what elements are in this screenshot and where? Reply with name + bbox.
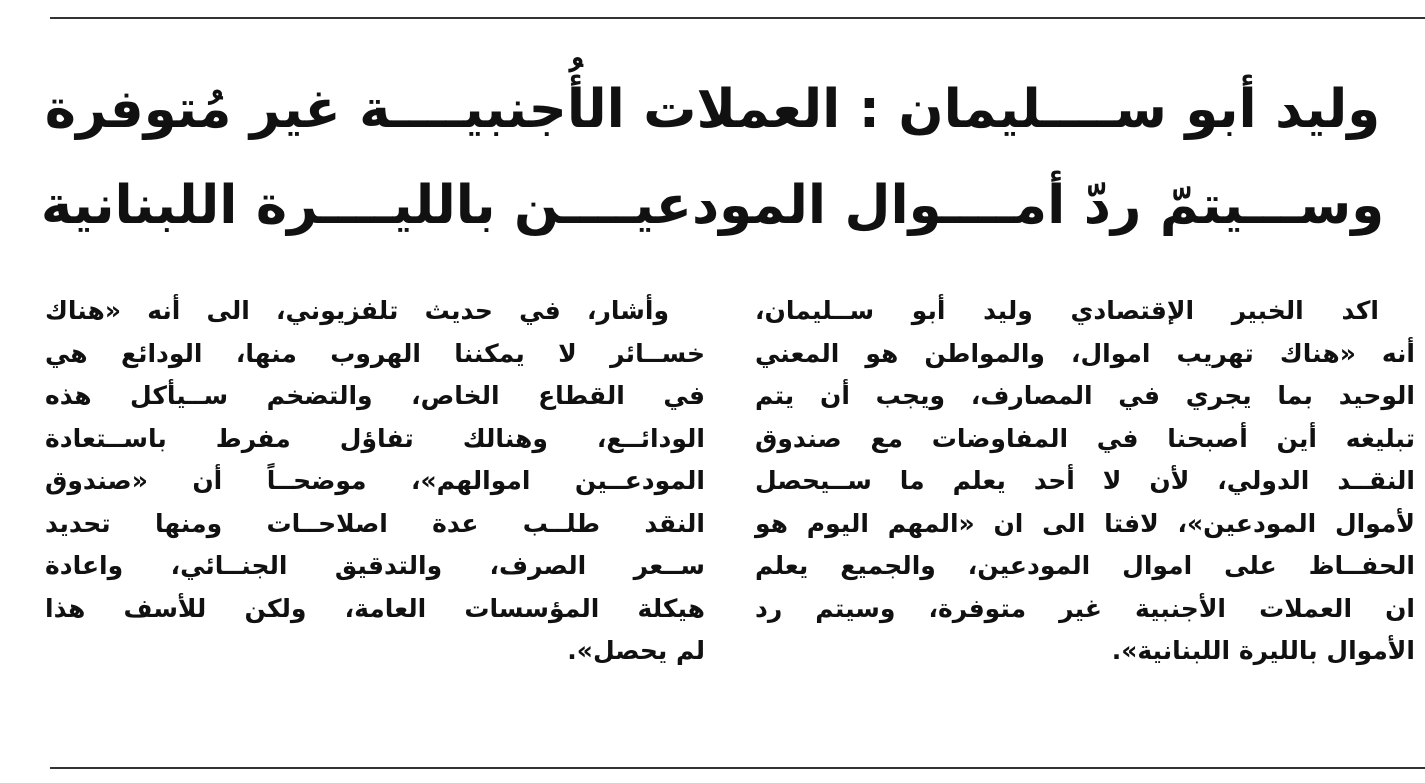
article-column-left xyxy=(45,290,705,673)
body-line: لم يحصل». xyxy=(567,636,705,665)
body-line: خســائر لا يمكننا الهروب منها، الودائع هي xyxy=(45,338,705,368)
headline-line-2: وســـيتمّ ردّ أمــــوال المودعيــــن بالليــــرة اللبنانية xyxy=(40,175,1385,236)
body-line: تبليغه أين أصبحنا في المفاوضات مع صندوق xyxy=(755,423,1415,453)
body-line: الوحيد بما يجري في المصارف، ويجب أن يتم xyxy=(755,381,1415,410)
body-line: هيكلة المؤسسات العامة، ولكن للأسف هذا xyxy=(45,593,705,623)
body-line: وأشار، في حديث تلفزيوني، الى أنه «هناك xyxy=(45,296,669,325)
body-line: ان العملات الأجنبية غير متوفرة، وسيتم رد xyxy=(755,593,1415,623)
bottom-divider xyxy=(50,767,1425,769)
body-line: المودعــين اموالهم»، موضحــاً أن «صندوق xyxy=(45,466,705,495)
body-line: الحفــاظ على اموال المودعين، والجميع يعلم xyxy=(755,551,1415,580)
body-line: في القطاع الخاص، والتضخم ســيأكل هذه xyxy=(45,381,705,410)
headline-line-1: وليد أبو ســــليمان : العملات الأُجنبيــــة غير مُتوفرة xyxy=(44,79,1381,140)
article-headline xyxy=(40,62,1385,254)
body-line: ســعر الصرف، والتدقيق الجنــائي، واعادة xyxy=(45,551,705,580)
body-line: لأموال المودعين»، لافتا الى ان «المهم اليوم هو xyxy=(755,508,1415,538)
body-line: الودائــع، وهنالك تفاؤل مفرط باســتعادة xyxy=(45,423,705,453)
article-body xyxy=(45,290,1415,760)
body-line: أنه «هناك تهريب اموال، والمواطن هو المعني xyxy=(755,338,1415,368)
body-line: النقد طلــب عدة اصلاحــات ومنها تحديد xyxy=(45,508,705,538)
body-line: اكد الخبير الإقتصادي وليد أبو ســليمان، xyxy=(755,296,1379,325)
body-line: الأموال بالليرة اللبنانية». xyxy=(1111,636,1415,665)
top-divider xyxy=(50,17,1425,19)
article-column-right xyxy=(755,290,1415,673)
body-line: النقــد الدولي، لأن لا أحد يعلم ما ســيحصل xyxy=(755,466,1415,495)
